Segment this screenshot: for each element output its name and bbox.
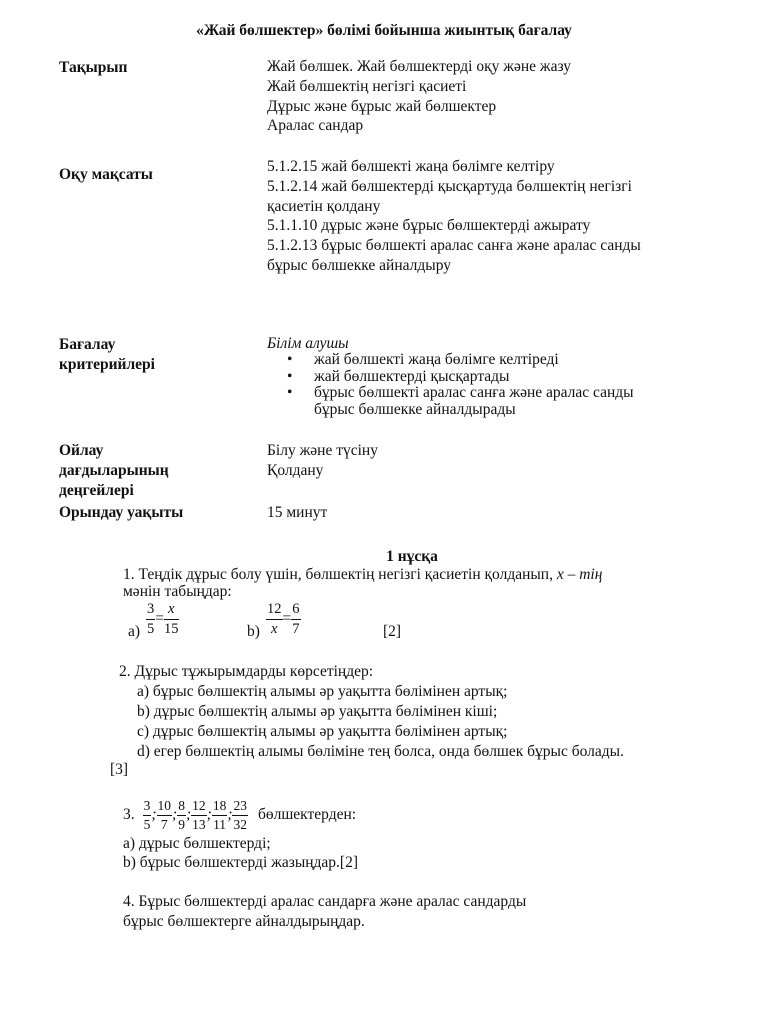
fraction xyxy=(191,799,207,831)
denominator: 13 xyxy=(192,816,206,832)
thinking-label-line: Ойлау xyxy=(59,442,104,459)
objectives-lines xyxy=(267,157,641,276)
task3-suffix: бөлшектерден: xyxy=(257,806,357,823)
task1-a-equation xyxy=(146,602,179,636)
task1-b-label: b) xyxy=(247,623,260,640)
criteria-label xyxy=(59,335,155,375)
page-title: «Жай бөлшектер» бөлімі бойынша жиынтық бағалау xyxy=(196,22,572,39)
task1-line2: мәнін табыңдар: xyxy=(123,583,232,600)
objectives-label: Оқу мақсаты xyxy=(59,166,153,183)
criteria-item: • жай бөлшекті жаңа бөлімге келтіреді xyxy=(267,352,634,369)
numerator: 18 xyxy=(212,799,228,816)
thinking-label xyxy=(59,441,169,501)
task3-number: 3. xyxy=(123,806,135,823)
task1-b-equation xyxy=(266,602,301,636)
separator: ; xyxy=(227,806,233,823)
topic-line: Дұрыс және бұрыс жай бөлшектер xyxy=(267,97,497,115)
denominator: 11 xyxy=(213,816,227,832)
criteria-list xyxy=(267,352,634,402)
task3-a: a) дұрыс бөлшектерді; xyxy=(123,835,271,852)
separator: ; xyxy=(206,806,212,823)
topic-line: Жай бөлшек. Жай бөлшектерді оқу және жазу xyxy=(267,58,572,75)
task3-b: b) бұрыс бөлшектерді жазыңдар.[2] xyxy=(123,854,359,871)
fraction xyxy=(232,799,248,831)
equals-sign: = xyxy=(282,610,292,627)
objective-line: 5.1.2.13 бұрыс бөлшекті аралас санға және аралас санды xyxy=(267,237,641,255)
criteria-block xyxy=(267,335,634,418)
separator: ; xyxy=(185,806,192,823)
objective-line: қасиетін қолдану xyxy=(267,197,381,215)
thinking-line: Білу және түсіну xyxy=(267,442,378,459)
fraction xyxy=(266,602,283,636)
denominator: 5 xyxy=(147,620,155,637)
time-label: Орындау уақыты xyxy=(59,504,184,521)
objective-line: 5.1.2.15 жай бөлшекті жаңа бөлімге келтіру xyxy=(267,158,555,175)
criteria-item: • жай бөлшектерді қысқартады xyxy=(267,369,634,386)
task1-line1 xyxy=(123,566,602,583)
objective-line: 5.1.2.14 жай бөлшектерді қысқартуда бөлшектің негізгі xyxy=(267,177,632,195)
numerator: x xyxy=(164,602,179,620)
task2-item: a) бұрыс бөлшектің алымы әр уақытта бөлімінен артық; xyxy=(137,683,508,700)
numerator: 3 xyxy=(143,799,152,816)
topic-lines xyxy=(267,57,571,136)
task2-heading: 2. Дұрыс тұжырымдарды көрсетіңдер: xyxy=(119,663,374,680)
criteria-intro: Білім алушы xyxy=(267,335,349,352)
fraction xyxy=(157,799,173,831)
denominator: 7 xyxy=(160,816,168,832)
thinking-line: Қолдану xyxy=(267,461,324,479)
denominator: x xyxy=(271,620,278,637)
task2-score: [3] xyxy=(110,761,129,778)
fraction xyxy=(146,602,155,636)
topic-label: Тақырып xyxy=(59,59,128,76)
denominator: 9 xyxy=(178,816,185,832)
criteria-label-line: критерийлері xyxy=(59,356,155,373)
numerator: 12 xyxy=(266,602,283,620)
criteria-label-line: Бағалау xyxy=(59,336,116,353)
denominator: 15 xyxy=(164,620,179,637)
denominator: 32 xyxy=(233,816,247,832)
task4-line1: 4. Бұрыс бөлшектерді аралас сандарға және аралас сандарды xyxy=(123,893,527,910)
task2-item: d) егер бөлшектің алымы бөліміне тең болса, онда бөлшек бұрыс болады. xyxy=(137,743,624,760)
criteria-item-cont: бұрыс бөлшекке айналдырады xyxy=(314,400,516,418)
numerator: 10 xyxy=(157,799,173,816)
task2-item: c) дұрыс бөлшектің алымы әр уақытта бөлімінен артық; xyxy=(137,723,508,740)
separator: ; xyxy=(151,806,157,823)
numerator: 12 xyxy=(191,799,207,816)
task1-variable: x – тің xyxy=(556,566,603,583)
fraction xyxy=(212,799,228,831)
task1-a-label: a) xyxy=(128,623,141,640)
numerator: 23 xyxy=(232,799,248,816)
task1-score: [2] xyxy=(383,623,402,640)
denominator: 7 xyxy=(292,620,300,637)
thinking-label-line: деңгейлері xyxy=(59,482,134,499)
topic-line: Аралас сандар xyxy=(267,117,364,135)
numerator: 8 xyxy=(177,799,186,816)
task2-item: b) дұрыс бөлшектің алымы әр уақытта бөлімінен кіші; xyxy=(137,703,498,720)
fraction xyxy=(291,602,300,636)
task2-items xyxy=(137,682,624,762)
numerator: 6 xyxy=(291,602,300,620)
objective-line: 5.1.1.10 дұрыс және бұрыс бөлшектерді ажырату xyxy=(267,217,591,235)
time-value: 15 минут xyxy=(267,504,328,521)
task4-line2: бұрыс бөлшектерге айналдырыңдар. xyxy=(123,913,365,930)
topic-line: Жай бөлшектің негізгі қасиеті xyxy=(267,77,467,95)
numerator: 3 xyxy=(146,602,155,620)
denominator: 5 xyxy=(143,816,151,832)
variant-heading: 1 нұсқа xyxy=(386,548,438,565)
criteria-item: • бұрыс бөлшекті аралас санға және аралас санды xyxy=(267,385,634,402)
objective-line: бұрыс бөлшекке айналдыру xyxy=(267,256,451,274)
thinking-lines xyxy=(267,441,378,481)
fraction xyxy=(164,602,179,636)
separator: ; xyxy=(172,806,178,823)
task1-text: 1. Теңдік дұрыс болу үшін, бөлшектің негізгі қасиетін қолданып, xyxy=(123,566,553,583)
thinking-label-line: дағдыларының xyxy=(59,462,169,479)
equals-sign: = xyxy=(155,610,164,627)
task3-line xyxy=(123,799,356,831)
fraction xyxy=(177,799,186,831)
